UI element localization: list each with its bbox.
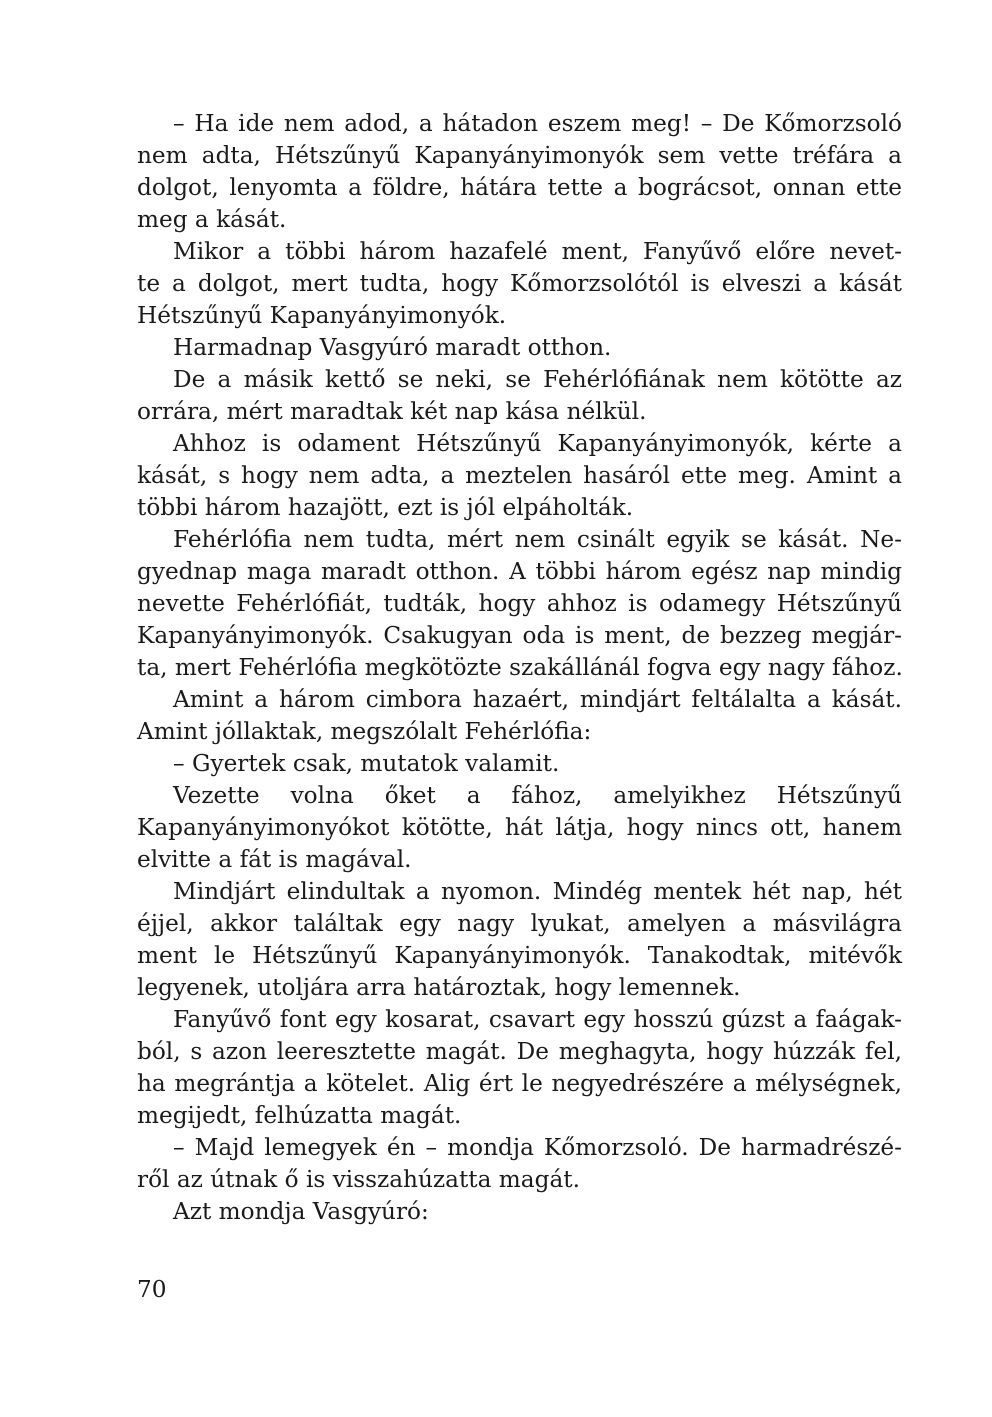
paragraph — [137, 1004, 902, 1132]
text-line: te a dolgot, mert tudta, hogy Kőmorzsolótól is elveszi a kását — [137, 270, 902, 297]
text-line: Hétszűnyű Kapanyányimonyók. — [137, 302, 507, 329]
text-line: Mindjárt elindultak a nyomon. Mindég mentek hét nap, hét — [173, 878, 902, 905]
text-line: Harmadnap Vasgyúró maradt otthon. — [173, 334, 612, 361]
text-line: dolgot, lenyomta a földre, hátára tette a bográcsot, onnan ette — [137, 174, 902, 201]
text-line: Fehérlófia nem tudta, mért nem csinált egyik se kását. Ne- — [173, 526, 902, 553]
text-line: nem adta, Hétszűnyű Kapanyányimonyók sem vette tréfára a — [137, 142, 902, 169]
text-line: ta, mert Fehérlófia megkötözte szakállánál fogva egy nagy fához. — [137, 654, 903, 681]
text-line: De a másik kettő se neki, se Fehérlófiának nem kötötte az — [173, 366, 902, 393]
paragraph — [137, 332, 902, 364]
text-line: ból, s azon leeresztette magát. De meghagyta, hogy húzzák fel, — [137, 1038, 902, 1065]
paragraph — [137, 1196, 902, 1228]
paragraph — [137, 524, 902, 684]
text-line: Fanyűvő font egy kosarat, csavart egy hosszú gúzst a faágak- — [173, 1006, 902, 1033]
text-line: elvitte a fát is magával. — [137, 846, 412, 873]
text-line: Kapanyányimonyókot kötötte, hát látja, hogy nincs ott, hanem — [137, 814, 902, 841]
paragraph — [137, 684, 902, 748]
text-line: ment le Hétszűnyű Kapanyányimonyók. Tanakodtak, mitévők — [137, 942, 902, 969]
text-line: ha megrántja a kötelet. Alig ért le negyedrészére a mélységnek, — [137, 1070, 902, 1097]
text-line: gyednap maga maradt otthon. A többi három egész nap mindig — [137, 558, 902, 585]
paragraph — [137, 364, 902, 428]
page-number: 70 — [137, 1276, 167, 1303]
text-line: legyenek, utoljára arra határoztak, hogy lemennek. — [137, 974, 741, 1001]
text-line: – Gyertek csak, mutatok valamit. — [173, 750, 560, 777]
text-line: meg a kását. — [137, 206, 287, 233]
text-line: nevette Fehérlófiát, tudták, hogy ahhoz is odamegy Hétszűnyű — [137, 590, 902, 617]
body-text — [137, 108, 902, 1228]
text-line: Kapanyányimonyók. Csakugyan oda is ment, de bezzeg megjár- — [137, 622, 902, 649]
paragraph — [137, 780, 902, 876]
text-line: – Ha ide nem adod, a hátadon eszem meg! – De Kőmorzsoló — [173, 110, 902, 137]
text-line: Amint jóllaktak, megszólalt Fehérlófia: — [137, 718, 592, 745]
text-line: ről az útnak ő is visszahúzatta magát. — [137, 1166, 580, 1193]
paragraph — [137, 876, 902, 1004]
text-line: Amint a három cimbora hazaért, mindjárt feltálalta a kását. — [173, 686, 902, 713]
text-line: többi három hazajött, ezt is jól elpáholták. — [137, 494, 634, 521]
text-line: megijedt, felhúzatta magát. — [137, 1102, 462, 1129]
paragraph — [137, 1132, 902, 1196]
paragraph — [137, 108, 902, 236]
text-line: Ahhoz is odament Hétszűnyű Kapanyányimonyók, kérte a — [173, 430, 902, 457]
text-line: Mikor a többi három hazafelé ment, Fanyűvő előre nevet- — [173, 238, 902, 265]
text-line: éjjel, akkor találtak egy nagy lyukat, amelyen a másvilágra — [137, 910, 902, 937]
paragraph — [137, 428, 902, 524]
text-line: – Majd lemegyek én – mondja Kőmorzsoló. De harmadrészé- — [173, 1134, 902, 1161]
text-line: kását, s hogy nem adta, a meztelen hasáról ette meg. Amint a — [137, 462, 902, 489]
text-line: Azt mondja Vasgyúró: — [173, 1198, 429, 1225]
paragraph — [137, 236, 902, 332]
paragraph — [137, 748, 902, 780]
text-line: Vezette volna őket a fához, amelyikhez Hétszűnyű — [173, 782, 902, 809]
text-line: orrára, mért maradtak két nap kása nélkül. — [137, 398, 647, 425]
